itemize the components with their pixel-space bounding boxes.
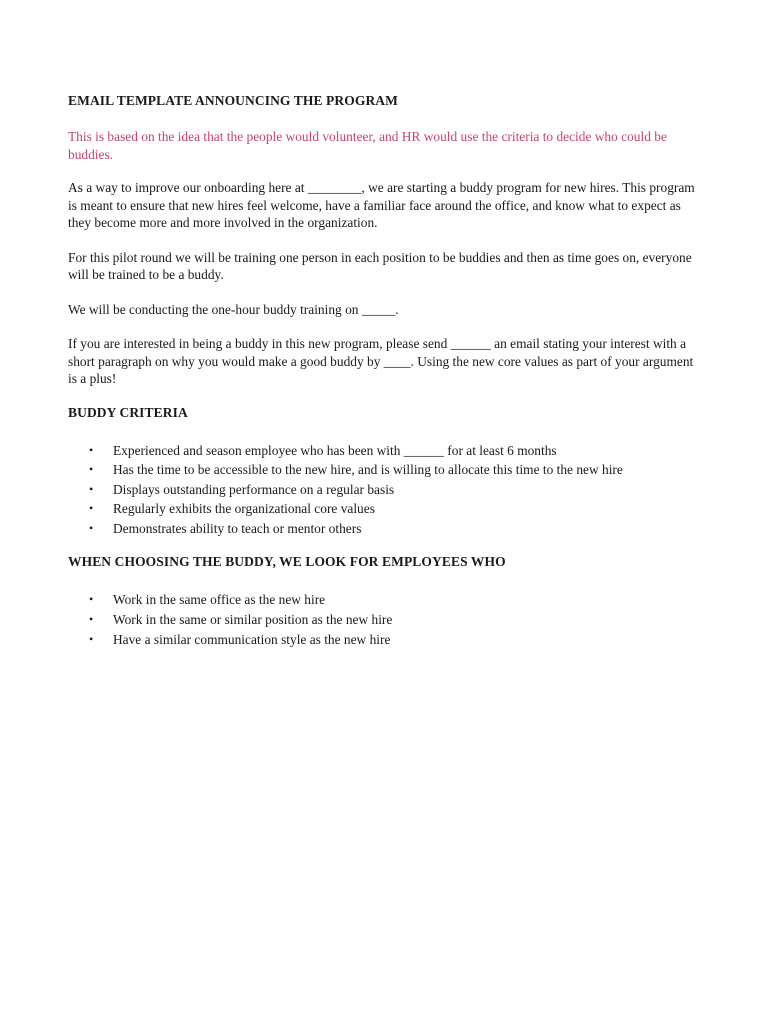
intro-paragraph: As a way to improve our onboarding here at ________, we are starting a buddy program for new hires. This program is meant to ensure that new hires feel welcome, have a familiar face around the office, and know what to expect as they become more and more involved in the organization. bbox=[68, 180, 695, 230]
list-item bbox=[68, 630, 704, 650]
list-item bbox=[68, 441, 704, 461]
choosing-item-text: Work in the same or similar position as the new hire bbox=[113, 612, 393, 628]
criteria-item-text: Demonstrates ability to teach or mentor others bbox=[113, 520, 362, 536]
bullet-icon: • bbox=[89, 592, 94, 607]
choosing-item-text: Work in the same office as the new hire bbox=[113, 592, 326, 608]
list-item bbox=[68, 519, 704, 539]
bullet-icon: • bbox=[89, 442, 94, 457]
editor-note: This is based on the idea that the people would volunteer, and HR would use the criteria to decide who could be buddies. bbox=[68, 129, 667, 162]
application-paragraph: If you are interested in being a buddy in this new program, please send ______ an email stating your interest with a short paragraph on why you would make a good buddy by ____. Using the new core values as part of your argument is a plus! bbox=[68, 336, 694, 386]
document-page bbox=[68, 92, 704, 649]
bullet-icon: • bbox=[89, 631, 94, 646]
list-item bbox=[68, 590, 704, 610]
bullet-icon: • bbox=[89, 501, 94, 516]
training-date-paragraph: We will be conducting the one-hour buddy training on _____. bbox=[68, 301, 399, 317]
bullet-icon: • bbox=[89, 481, 94, 496]
choosing-item-text: Have a similar communication style as the new hire bbox=[113, 631, 391, 647]
choosing-list bbox=[68, 590, 704, 649]
list-item bbox=[68, 610, 704, 630]
bullet-icon: • bbox=[89, 520, 94, 535]
bullet-icon: • bbox=[89, 462, 94, 477]
page-title: EMAIL TEMPLATE ANNOUNCING THE PROGRAM bbox=[68, 93, 398, 108]
bullet-icon: • bbox=[89, 612, 94, 627]
list-item bbox=[68, 499, 704, 519]
criteria-item-text: Regularly exhibits the organizational core values bbox=[113, 501, 375, 517]
criteria-item-text: Experienced and season employee who has been with ______ for at least 6 months bbox=[113, 442, 557, 458]
list-item bbox=[68, 460, 704, 480]
choosing-heading: WHEN CHOOSING THE BUDDY, WE LOOK FOR EMPLOYEES WHO bbox=[68, 554, 506, 570]
criteria-item-text: Has the time to be accessible to the new hire, and is willing to allocate this time to the new hire bbox=[113, 462, 623, 478]
criteria-item-text: Displays outstanding performance on a regular basis bbox=[113, 481, 395, 497]
pilot-paragraph: For this pilot round we will be training one person in each position to be buddies and then as time goes on, everyone will be trained to be a buddy. bbox=[68, 249, 692, 282]
criteria-list bbox=[68, 441, 704, 539]
list-item bbox=[68, 480, 704, 500]
criteria-heading: BUDDY CRITERIA bbox=[68, 404, 188, 420]
